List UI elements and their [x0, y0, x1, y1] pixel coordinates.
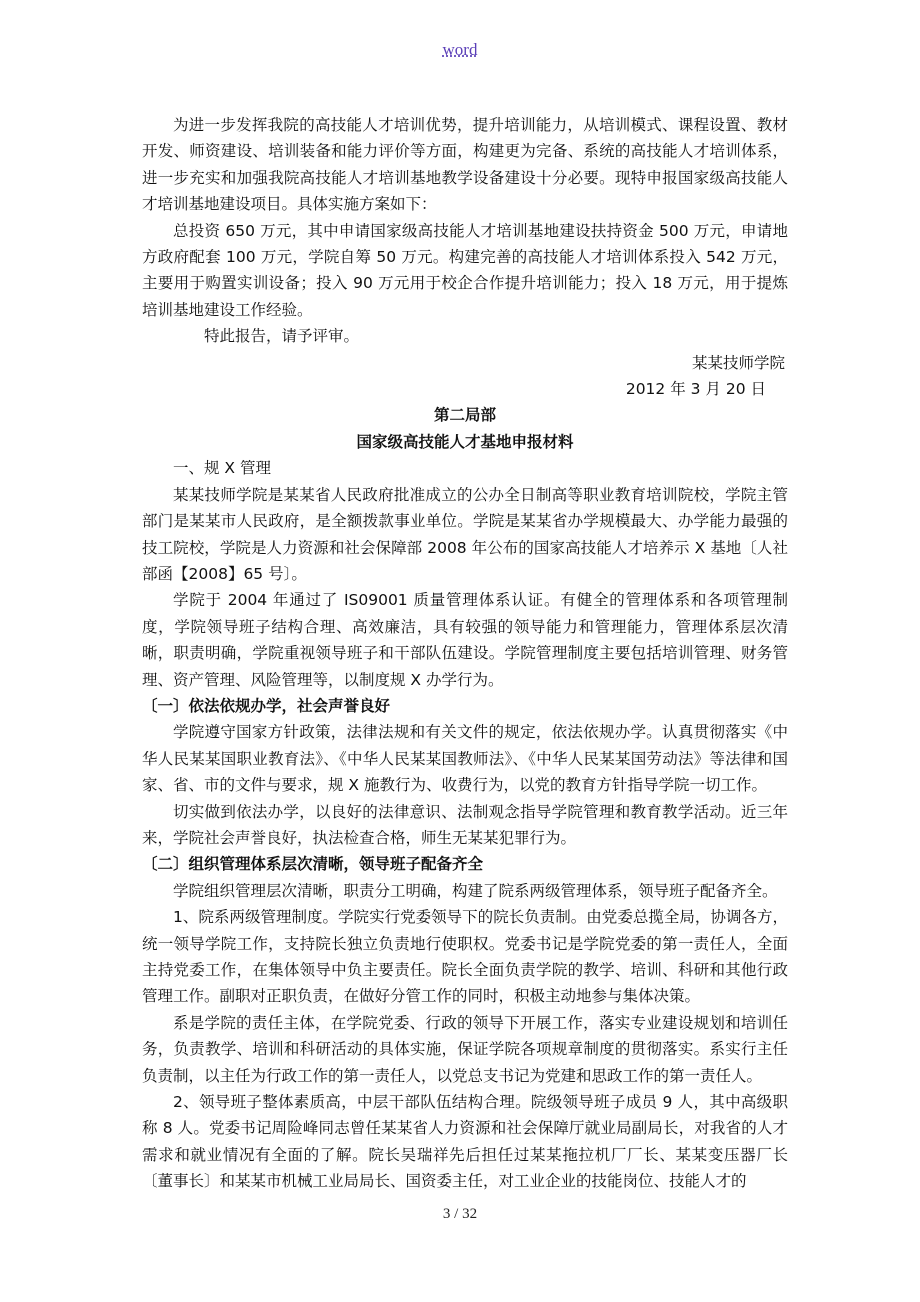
heading-management: 一、规 X 管理: [173, 459, 271, 478]
intro-paragraph: 为进一步发挥我院的高技能人才培训优势，提升培训能力，从培训模式、课程设置、教材开发、师资建设、培训装备和能力评价等方面，构建更为完备、系统的高技能人才培训体系，进一步充实和加强我院高技能人才培训基地教学设备建设十分必要。现特申报国家级高技能人才培训基地建设项目。具体实施方案如下：: [142, 116, 788, 214]
investment-paragraph: 总投资 650 万元，其中申请国家级高技能人才培训基地建设扶持资金 500 万元，申请地方政府配套 100 万元，学院自筹 50 万元。构建完善的高技能人才培训体系投入 542 万元，主要用于购置实训设备；投入 90 万元用于校企合作提升培训能力；投入 18 万元，用于提炼培训基地建设工作经验。: [142, 221, 788, 319]
subheading-organization: 〔二〕组织管理体系层次清晰，领导班子配备齐全: [142, 855, 484, 874]
department-responsibility-paragraph: 系是学院的责任主体，在学院党委、行政的领导下开展工作，落实专业建设规划和培训任务，负责教学、培训和科研活动的具体实施，保证学院各项规章制度的贯彻落实。系实行主任负责制，以主任为行政工作的第一责任人，以党总支书记为党建和思政工作的第一责任人。: [142, 1013, 788, 1085]
page-number: 3 / 32: [442, 1206, 478, 1222]
header-word-label: word: [442, 40, 478, 59]
document-body: [142, 112, 788, 1195]
two-level-management-paragraph: 1、院系两级管理制度。学院实行党委领导下的院长负责制。由党委总揽全局，协调各方，统一领导学院工作，支持院长独立负责地行使职权。党委书记是学院党委的第一责任人，全面主持党委工作，在集体领导中负主要责任。院长全面负责学院的教学、培训、科研和其他行政管理工作。副职对正职负责，在做好分管工作的同时，积极主动地参与集体决策。: [142, 908, 788, 1006]
closing-line: 特此报告，请予评审。: [204, 327, 360, 346]
signature-date: 2012 年 3 月 20 日: [625, 380, 766, 399]
reputation-paragraph: 切实做到依法办学，以良好的法律意识、法制观念指导学院管理和教育教学活动。近三年来，学院社会声誉良好，执法检查合格，师生无某某犯罪行为。: [142, 802, 788, 847]
lawful-operation-paragraph: 学院遵守国家方针政策，法律法规和有关文件的规定，依法依规办学。认真贯彻落实《中华人民某某国职业教育法》、《中华人民某某国教师法》、《中华人民某某国劳动法》等法律和国家、省、市的文件与要求，规 X 施教行为、收费行为，以党的教育方针指导学院一切工作。: [142, 723, 788, 795]
subheading-lawful-operation: 〔一〕依法依规办学，社会声誉良好: [142, 696, 391, 715]
organization-paragraph: 学院组织管理层次清晰，职责分工明确，构建了院系两级管理体系，领导班子配备齐全。: [173, 881, 778, 900]
section-title: 第二局部: [433, 406, 496, 425]
school-overview-paragraph: 某某技师学院是某某省人民政府批准成立的公办全日制高等职业教育培训院校，学院主管部门是某某市人民政府，是全额拨款事业单位。学院是某某省办学规模最大、办学能力最强的技工院校，学院是人力资源和社会保障部 2008 年公布的国家高技能人才培养示 X 基地〔人社部函【2008】65 号〕。: [142, 485, 788, 583]
signature-school: 某某技师学院: [691, 353, 785, 372]
section-subtitle: 国家级高技能人才基地申报材料: [356, 432, 574, 451]
leadership-quality-paragraph: 2、领导班子整体素质高，中层干部队伍结构合理。院级领导班子成员 9 人，其中高级职称 8 人。党委书记周险峰同志曾任某某省人力资源和社会保障厅就业局副局长，对我省的人才需求和就业情况有全面的了解。院长吴瑞祥先后担任过某某拖拉机厂厂长、某某变压器厂长〔董事长〕和某某市机械工业局局长、国资委主任，对工业企业的技能岗位、技能人才的: [142, 1093, 788, 1191]
certification-paragraph: 学院于 2004 年通过了 IS09001 质量管理体系认证。有健全的管理体系和各项管理制度，学院领导班子结构合理、高效廉洁，具有较强的领导能力和管理能力，管理体系层次清晰，职责明确，学院重视领导班子和干部队伍建设。学院管理制度主要包括培训管理、财务管理、资产管理、风险管理等，以制度规 X 办学行为。: [142, 591, 788, 689]
